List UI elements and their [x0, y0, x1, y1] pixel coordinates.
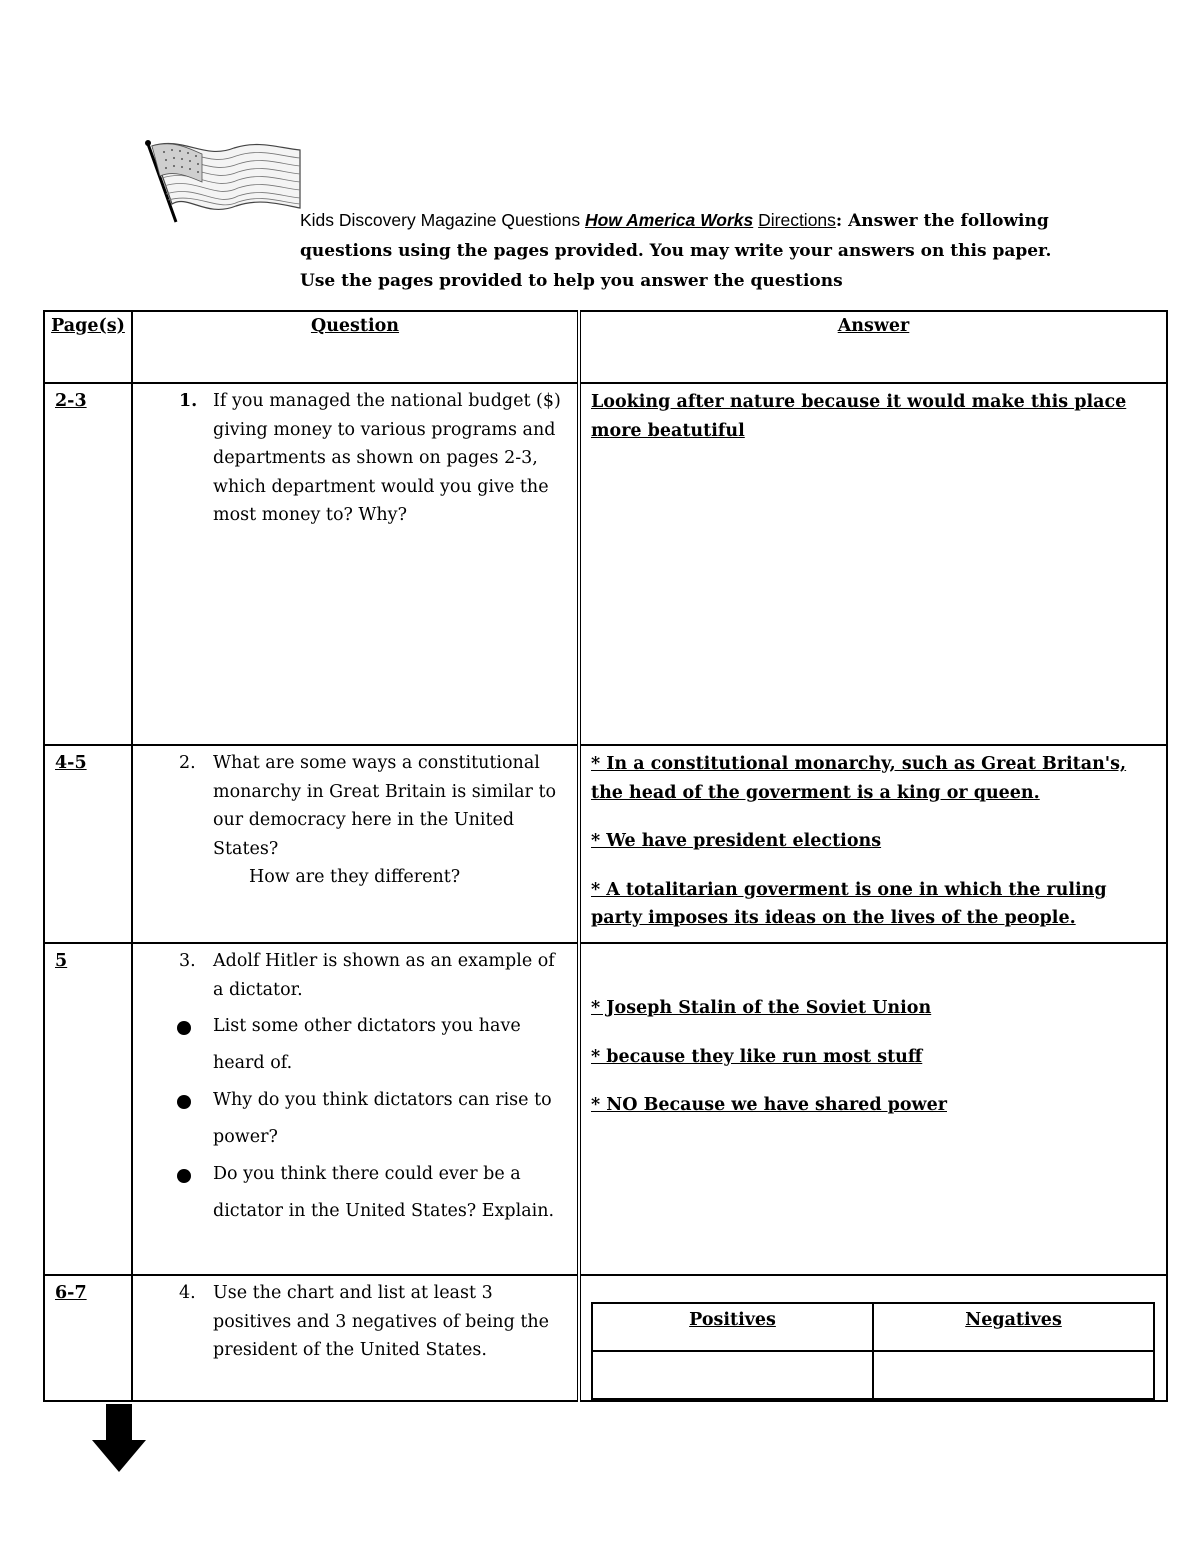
table-row — [44, 383, 1167, 745]
answer-text[interactable]: Looking after nature because it would make this place more beatutiful — [591, 392, 1127, 441]
row-pages: 4-5 — [55, 753, 87, 773]
answer-text[interactable]: * We have president elections — [591, 831, 882, 851]
question-text: Use the chart and list at least 3 positives and 3 negatives of being the president of the United States. — [213, 1283, 550, 1360]
worksheet-title: Kids Discovery Magazine Questions — [300, 210, 585, 230]
question-bullet — [213, 1008, 569, 1082]
table-row — [44, 943, 1167, 1275]
row-pages: 6-7 — [55, 1283, 87, 1303]
answer-text[interactable]: * In a constitutional monarchy, such as Great Britan's, the head of the goverment is a king or queen. — [591, 754, 1127, 803]
positives-negatives-chart — [591, 1302, 1155, 1400]
directions-label: Directions — [758, 210, 836, 230]
bullet-text: List some other dictators you have heard of. — [213, 1016, 521, 1073]
answer-column-header: Answer — [579, 311, 1167, 383]
table-row — [44, 1275, 1167, 1401]
answer-text[interactable]: * because they like run most stuff — [591, 1046, 923, 1067]
answer-text[interactable]: * NO Because we have shared power — [591, 1095, 947, 1115]
question-text: What are some ways a constitutional monarchy in Great Britain is similar to our democracy here in the United States? — [213, 753, 557, 859]
positives-cell[interactable] — [592, 1351, 873, 1399]
answer-text[interactable]: * Joseph Stalin of the Soviet Union — [591, 998, 932, 1018]
negatives-header: Negatives — [873, 1303, 1154, 1351]
question-text: If you managed the national budget ($) giving money to various programs and departments as shown on pages 2-3, which department would you give the most money to? Why? — [213, 391, 561, 525]
bullet-text: Do you think there could ever be a dictator in the United States? Explain. — [213, 1164, 555, 1221]
row-pages: 5 — [55, 951, 68, 971]
question-number: 2. — [179, 753, 196, 773]
positives-header: Positives — [592, 1303, 873, 1351]
question-number: 4. — [179, 1283, 196, 1303]
table-header-row — [44, 311, 1167, 383]
worksheet-header — [140, 206, 1060, 296]
question-text: Adolf Hitler is shown as an example of a dictator. — [213, 951, 555, 1000]
questions-table — [43, 310, 1168, 1402]
question-column-header: Question — [132, 311, 579, 383]
answer-text[interactable]: * A totalitarian goverment is one in which the ruling party imposes its ideas on the lives of the people. — [591, 879, 1107, 928]
question-followup: How are they different? — [249, 867, 461, 887]
bullet-icon — [177, 1021, 191, 1035]
pages-column-header: Page(s) — [44, 311, 132, 383]
question-bullet — [213, 1156, 569, 1230]
bullet-icon — [177, 1169, 191, 1183]
table-row — [44, 745, 1167, 943]
bullet-icon — [177, 1095, 191, 1109]
directions-text: : Answer the following questions using the pages provided. You may write your answers on this paper. Use the pages provided to help you answer the questions — [300, 211, 1052, 291]
row-pages: 2-3 — [55, 391, 87, 411]
question-number: 3. — [179, 951, 196, 971]
negatives-cell[interactable] — [873, 1351, 1154, 1399]
bullet-text: Why do you think dictators can rise to power? — [213, 1090, 552, 1147]
question-bullet — [213, 1082, 569, 1156]
question-number: 1. — [179, 391, 198, 411]
magazine-title: How America Works — [584, 210, 754, 230]
arrow-down-icon — [92, 1404, 146, 1472]
